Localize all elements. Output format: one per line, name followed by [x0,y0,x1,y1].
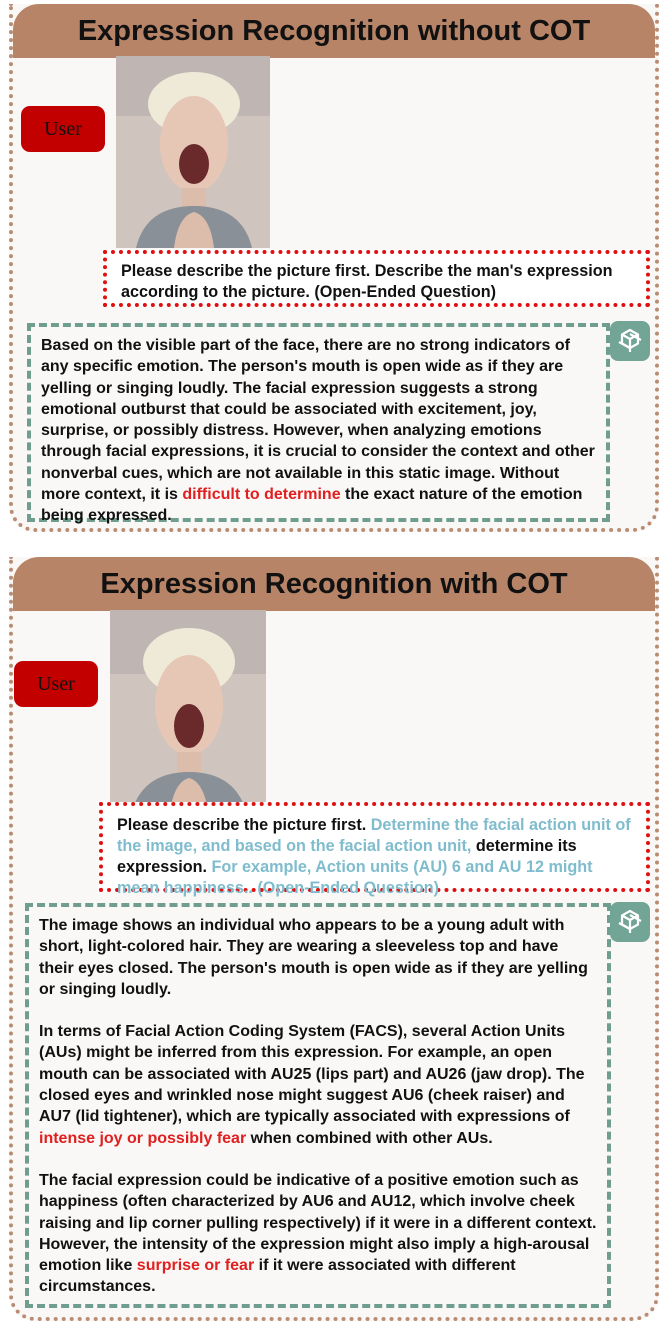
answer-highlight: intense joy or possibly fear [39,1129,247,1147]
answer-paragraph-1: The image shows an individual who appears to be a young adult with short, light-colored hair. They are wearing a sleeveless top and have their eyes closed. The person's mouth is open wide as if they are yelling or singing loudly. [39,917,588,998]
assistant-answer [27,323,610,525]
answer-highlight: difficult to determine [182,486,341,504]
screaming-woman-photo [110,610,266,818]
assistant-answer [25,903,611,1308]
user-question: Please describe the picture first. Describe the man's expression according to the picture. (Open-Ended Question) [103,250,650,307]
answer-text: Based on the visible part of the face, there are no strong indicators of any specific emotion. The person's mouth is open wide as if they are yelling or singing loudly. The facial expression suggests a strong emotional outburst that could be associated with excitement, joy, surprise, or possibly distress. However, when analyzing emotions through facial expressions, it is crucial to consider the context and other nonverbal cues, which are not available in this static image. Without more context, it is difficult to determine the exact nature of the emotion being expressed. [41,337,595,525]
user-question: Please describe the picture first. Determine the facial action unit of the image, and based on the facial action unit, determine its expression. For example, Action units (AU) 6 and AU 12 might mean happiness.. (Open-Ended Question) [99,802,650,892]
panel-title: Expression Recognition without COT [13,4,655,58]
answer-highlight: surprise or fear [136,1257,255,1275]
screaming-woman-photo [116,56,270,248]
answer-paragraph-2: In terms of Facial Action Coding System (FACS), several Action Units (AUs) might be inferred from this expression. For example, an open mouth can be associated with AU25 (lips part) and AU26 (jaw drop). The closed eyes and wrinkled nose might suggest AU6 (cheek raiser) and AU7 (lid tightener), which are typically associated with expressions of intense joy or possibly fear when combined with other AUs. [39,1023,585,1147]
panel-title: Expression Recognition with COT [13,557,655,611]
user-badge: User [21,106,105,152]
user-badge: User [14,661,98,707]
chatgpt-logo-icon [610,321,650,361]
chatgpt-logo-icon [610,902,650,942]
answer-paragraph-3: The facial expression could be indicative of a positive emotion such as happiness (often characterized by AU6 and AU12, which involve cheek raising and lip corner pulling respectively) if it were in a different context. However, the intensity of the expression might also imply a high-arousal emotion like surprise or fear if it were associated with different circumstances. [39,1171,597,1296]
